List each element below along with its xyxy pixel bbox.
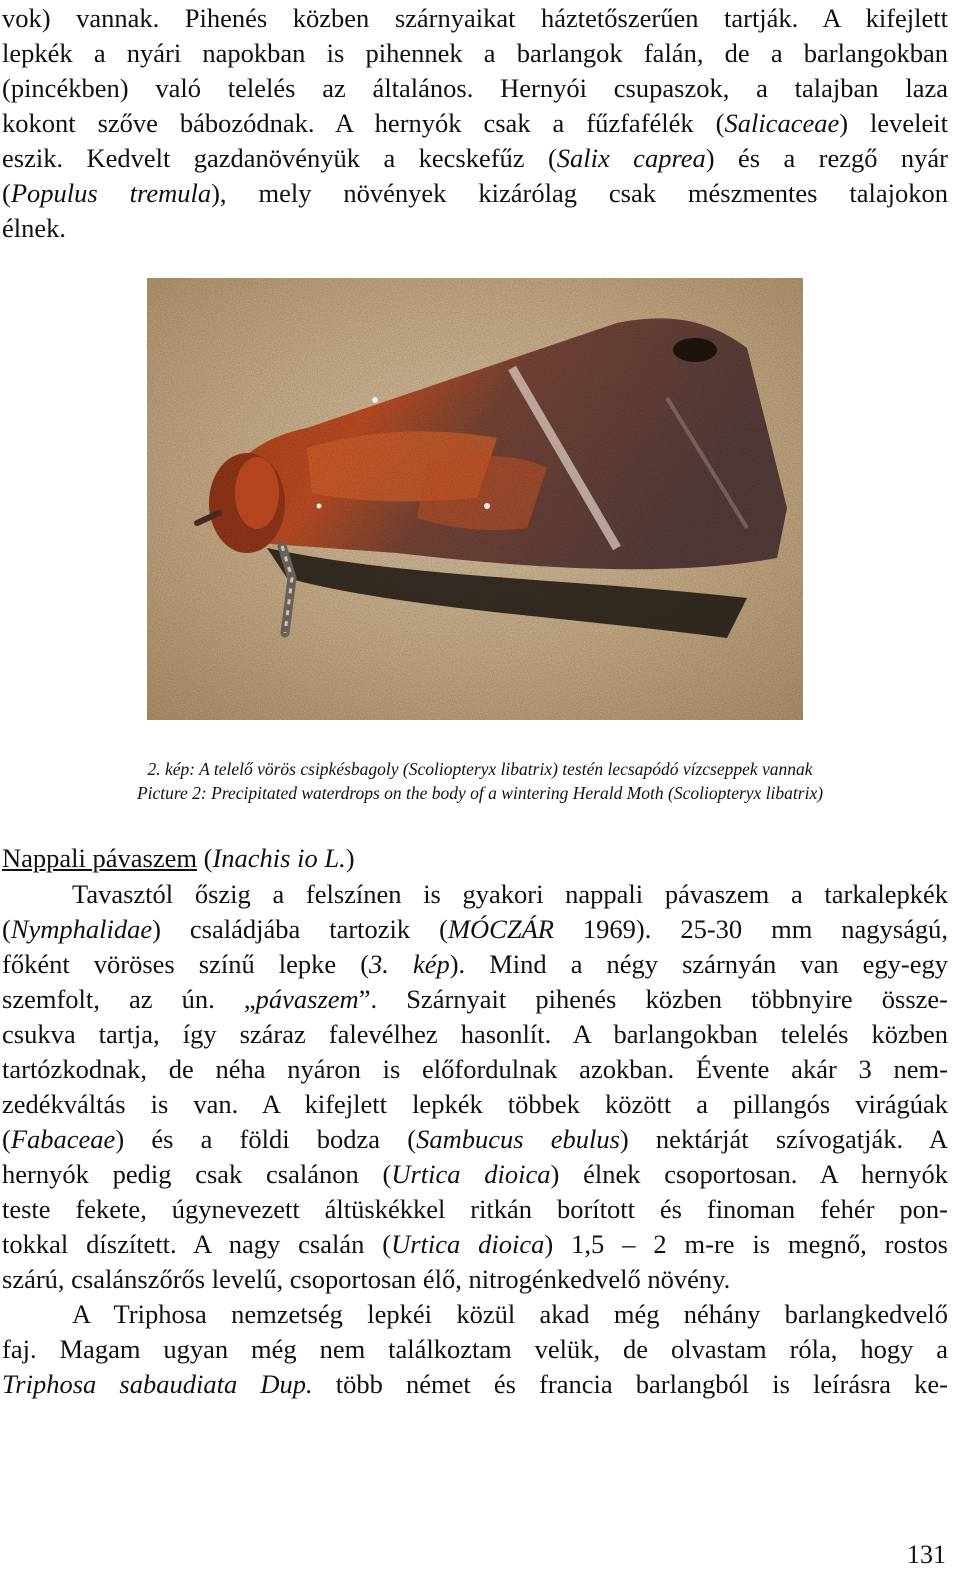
term: pávaszem — [255, 984, 359, 1014]
text-line — [2, 1121, 948, 1157]
latin-name: Salix caprea — [556, 143, 706, 173]
text-line: tartózkodnak, de néha nyáron is előfordulnak azokban. Évente akár 3 nem- — [2, 1054, 948, 1084]
text-line: élnek. — [2, 213, 67, 243]
text-line — [2, 175, 948, 211]
text-line — [2, 1226, 948, 1262]
text-span: ). Mind a négy szárnyán van egy-egy — [449, 949, 948, 979]
latin-name: Fabaceae — [10, 1124, 116, 1154]
latin-name: Urtica dioica — [391, 1229, 545, 1259]
author-name: MÓCZÁR — [447, 914, 554, 944]
text-span: több német és francia barlangból is leírásra ke- — [312, 1369, 948, 1399]
text-line — [2, 911, 948, 947]
text-span: tokkal díszített. A nagy csalán ( — [2, 1229, 392, 1259]
text-span: ( — [2, 914, 11, 944]
text-line: zedékváltás is van. A kifejlett lepkék többek között a pillangós virágúak — [2, 1089, 948, 1119]
moth-photo — [147, 278, 803, 720]
latin-name: Inachis io L. — [212, 843, 346, 873]
heading-title: Nappali pávaszem — [2, 843, 197, 873]
latin-name: Sambucus ebulus — [416, 1124, 620, 1154]
text-span: ) 1,5 – 2 m-re is megnő, rostos — [544, 1229, 948, 1259]
text-span: hernyók pedig csak csalánon ( — [2, 1159, 392, 1189]
text-span: ) és a rezgő nyár — [705, 143, 948, 173]
latin-name: Populus tremula — [10, 178, 212, 208]
latin-name: Nymphalidae — [10, 914, 153, 944]
text-line: szárú, csalánszőrős levelű, csoportosan élő, nitrogénkedvelő növény. — [2, 1264, 731, 1294]
text-span: ) nektárját szívogatják. A — [619, 1124, 948, 1154]
text-line: csukva tartja, így száraz falevélhez hasonlít. A barlangokban telelés közben — [2, 1019, 948, 1049]
text-span: főként vöröses színű lepke ( — [2, 949, 370, 979]
figure-caption-hu: 2. kép: A telelő vörös csipkésbagoly (Scoliopteryx libatrix) testén lecsapódó vízcseppek vannak — [147, 759, 813, 779]
text-span: ( — [197, 843, 213, 873]
text-span: ) élnek csoportosan. A hernyók — [550, 1159, 948, 1189]
text-span: ) és a földi bodza ( — [115, 1124, 417, 1154]
text-span: ) leveleit — [839, 108, 949, 138]
text-span: kokont szőve bábozódnak. A hernyók csak a fűzfafélék ( — [2, 108, 725, 138]
figure-caption-en: Picture 2: Precipitated waterdrops on the body of a wintering Herald Moth (Scoliopteryx libatrix) — [136, 783, 824, 803]
text-line: A Triphosa nemzetség lepkéi közül akad még néhány barlangkedvelő — [72, 1299, 948, 1329]
text-span: ), mely növények kizárólag csak mészmentes talajokon — [211, 178, 948, 208]
text-line: Tavasztól őszig a felszínen is gyakori nappali pávaszem a tarkalepkék — [72, 879, 948, 909]
text-span: ( — [2, 178, 11, 208]
text-line: faj. Magam ugyan még nem találkoztam velük, de olvastam róla, hogy a — [2, 1334, 948, 1364]
text-line: teste fekete, úgynevezett áltüskékkel ritkán borított és finoman fehér pon- — [2, 1194, 948, 1224]
text-line — [2, 981, 948, 1017]
moth-illustration — [147, 278, 803, 720]
text-span: ) családjába tartozik ( — [152, 914, 448, 944]
text-span: ) — [345, 843, 355, 873]
text-line — [2, 1156, 948, 1192]
text-line: vok) vannak. Pihenés közben szárnyaikat háztetőszerűen tartják. A kifejlett — [2, 3, 948, 33]
figure-ref: 3. kép — [369, 949, 450, 979]
text-span: ( — [2, 1124, 11, 1154]
text-line: lepkék a nyári napokban is pihennek a barlangok falán, de a barlangokban — [2, 38, 948, 68]
latin-name: Triphosa sabaudiata Dup. — [2, 1369, 313, 1399]
text-line — [2, 105, 948, 141]
section-heading — [2, 840, 948, 876]
text-span: szemfolt, az ún. „ — [2, 984, 256, 1014]
text-line — [2, 1366, 948, 1402]
text-line: (pincékben) való telelés az általános. Hernyói csupaszok, a talajban laza — [2, 73, 948, 103]
page-number: 131 — [907, 1540, 946, 1569]
text-span: ”. Szárnyait pihenés közben többnyire össze- — [358, 984, 948, 1014]
latin-name: Salicaceae — [724, 108, 840, 138]
text-line — [2, 140, 948, 176]
text-span: eszik. Kedvelt gazdanövényük a kecskefűz ( — [2, 143, 557, 173]
latin-name: Urtica dioica — [391, 1159, 551, 1189]
text-span: 1969). 25-30 mm nagyságú, — [553, 914, 948, 944]
text-line — [2, 946, 948, 982]
